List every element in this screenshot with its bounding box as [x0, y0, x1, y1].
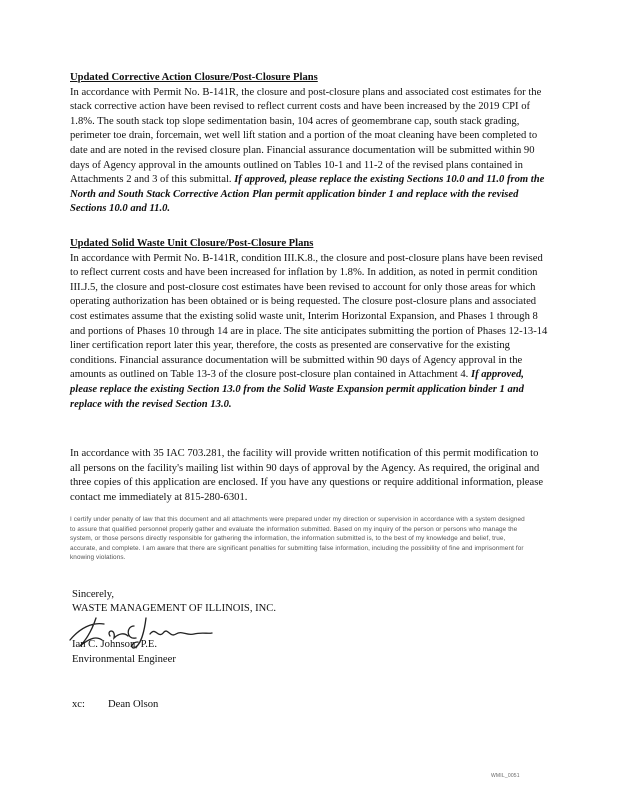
section-body: In accordance with Permit No. B-141R, condition III.K.8., the closure and post-closure plans have been revised to reflect current costs and have been increased for inflation by 1.8%. In addition, as noted in permit condition III.J.5, the closure and post-closure cost estimates have been revised to account for only those areas for which operating authorization has been obtained or is being requested. The closure post-closure plans and associated cost estimates assume that the existing solid waste unit, Interim Horizontal Expansion, and Phases 1 through 8 and portions of Phases 10 through 14 are in place. The site anticipates submitting the portion of Phases 12-13-14 liner certification report later this year, therefore, the costs as presented are conservative for the existing conditions. Financial assurance documentation will be submitted within 90 days of Agency approval in the amounts as outlined on Table 13-3 of the closure post-closure plan contained in Attachment 4.	[70, 252, 548, 381]
notification-paragraph	[70, 447, 548, 505]
section-body: In accordance with Permit No. B-141R, the closure and post-closure plans and associated cost estimates for the stack corrective action have been revised to reflect current costs and have been increased by the 2019 CPI of 1.8%. The south stack top slope sedimentation basin, 104 acres of geomembrane cap, south stack grading, perimeter toe drain, forcemain, wet well lift station and a portion of the moat cleaning have been completed to date and are noted in the revised closure plan. Financial assurance documentation will be submitted within 90 days of Agency approval in the amounts outlined on Tables 10-1 and 11-2 of the revised plans contained in Attachments 2 and 3 of this submittal.	[70, 86, 542, 186]
solid-waste-section	[70, 237, 548, 412]
footer-code: WMIL_0051	[491, 773, 520, 779]
paragraph-body: In accordance with 35 IAC 703.281, the facility will provide written notification of this permit modification to all persons on the facility's mailing list within 90 days of approval by the Agency. As required, the original and three copies of this application are enclosed. If you have any questions or require additional information, please contact me immediately at 815-280-6301.	[70, 448, 544, 503]
company-name: WASTE MANAGEMENT OF ILLINOIS, INC.	[72, 603, 277, 614]
closing: Sincerely,	[72, 589, 114, 600]
cc-recipient: Dean Olson	[108, 699, 159, 710]
section-heading: Updated Solid Waste Unit Closure/Post-Closure Plans	[70, 238, 314, 249]
cc-label: xc:	[72, 699, 85, 710]
section-instruction: If approved, please replace the existing Section 13.0 from the Solid Waste Expansion permit application binder 1 and replace with the revised Section 13.0.	[70, 369, 524, 410]
signer-name: Ian C. Johnson, P.E.	[72, 639, 158, 650]
signer-title: Environmental Engineer	[72, 654, 176, 665]
section-instruction: If approved, please replace the existing Sections 10.0 and 11.0 from the North and South Stack Corrective Action Plan permit application binder 1 and replace with the revised Sections 10.0 and 11.0.	[70, 174, 545, 215]
certification-statement: I certify under penalty of law that this document and all attachments were prepared under my direction or supervision in accordance with a system designed to assure that qualified personnel properly gather and evaluate the information submitted. Based on my inquiry of the person or persons who manage the system, or those persons directly responsible for gathering the information, the information submitted is, to the best of my knowledge and belief, true, accurate, and complete. I am aware that there are significant penalties for submitting false information, including the possibility of fine and imprisonment for knowing violations.	[70, 516, 525, 562]
section-heading: Updated Corrective Action Closure/Post-Closure Plans	[70, 72, 318, 83]
corrective-action-section	[70, 71, 548, 217]
